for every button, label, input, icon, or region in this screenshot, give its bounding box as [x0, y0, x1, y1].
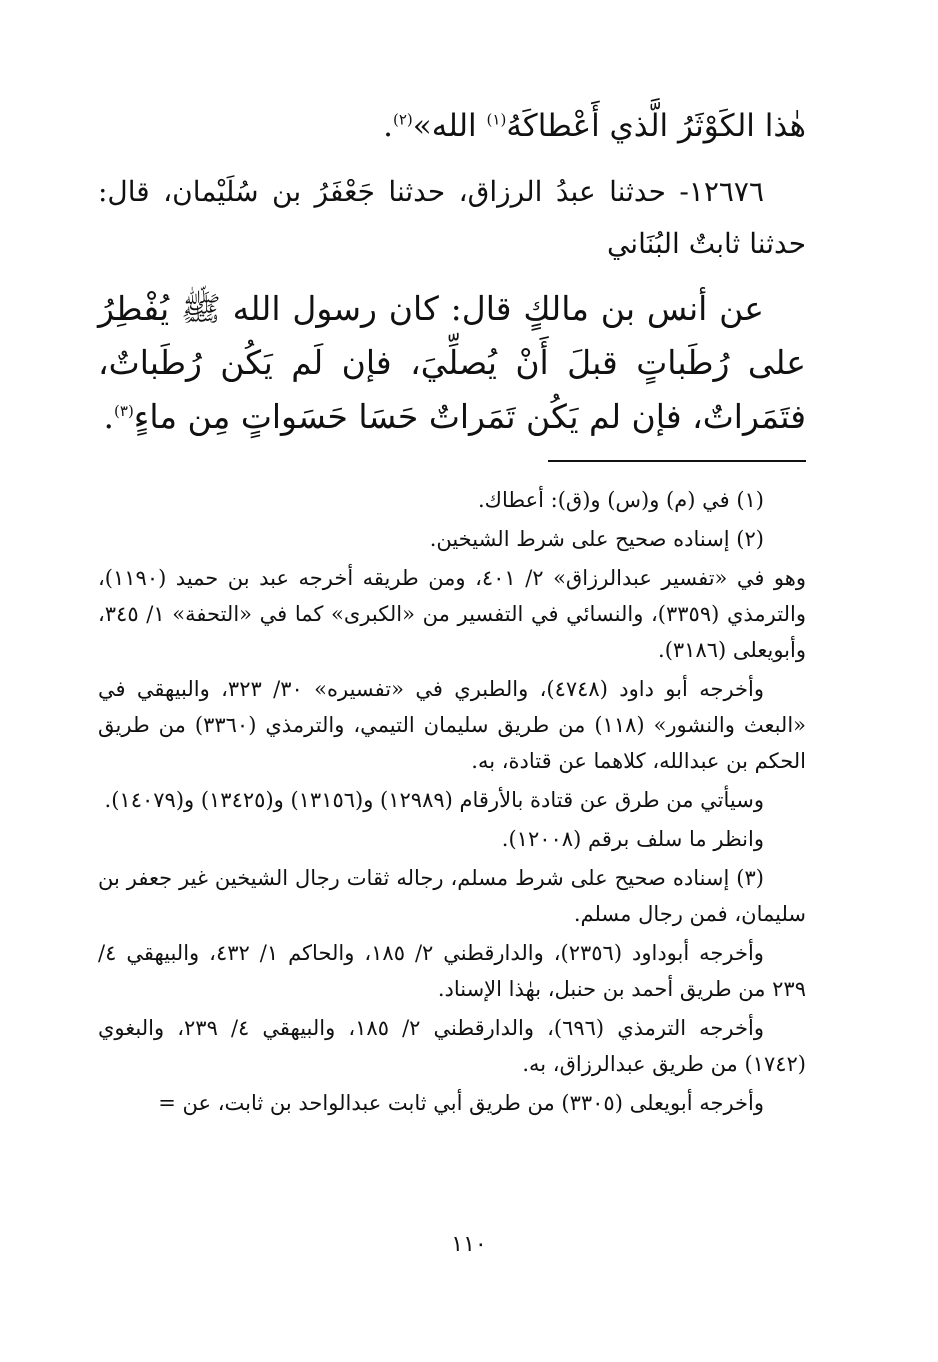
footnote-separator [548, 460, 806, 462]
footnote-3: (٣) إسناده صحيح على شرط مسلم، رجاله ثقات رجال الشيخين غير جعفر بن سليمان، فمن رجال مسلم. [98, 866, 806, 926]
hadith-matn [98, 282, 806, 444]
footnote-3-para-1: وأخرجه أبوداود (٢٣٥٦)، والدارقطني ٢/ ١٨٥، والحاكم ١/ ٤٣٢، والبيهقي ٤/ ٢٣٩ من طريق أحمد بن حنبل، بهٰذا الإسناد. [98, 941, 806, 1001]
main-text [98, 96, 806, 444]
footnote-3-para-2: وأخرجه الترمذي (٦٩٦)، والدارقطني ٢/ ١٨٥، والبيهقي ٤/ ٢٣٩، والبغوي (١٧٤٢) من طريق عبدالرزاق، به. [98, 1016, 806, 1076]
hadith-isnad-text: ١٢٦٧٦- حدثنا عبدُ الرزاق، حدثنا جَعْفَرُ بن سُلَيْمان، قال: حدثنا ثابتٌ البُنَاني [98, 175, 806, 260]
page-number: ١١٠ [451, 1232, 487, 1257]
footnote-2: (٢) إسناده صحيح على شرط الشيخين. [429, 527, 764, 551]
footnote-2-para-2: وأخرجه أبو داود (٤٧٤٨)، والطبري في «تفسيره» ٣٠/ ٣٢٣، والبيهقي في «البعث والنشور» (١١٨) من طريق سليمان التيمي، والترمذي (٣٣٦٠) من طريق الحكم بن عبدالله، كلاهما عن قتادة، به. [98, 677, 807, 773]
line1-text: هٰذا الكَوْثَرُ الَّذي أَعْطاكَهُ [506, 108, 806, 144]
hadith-matn-text: عن أنس بن مالكٍ قال: كان رسول الله ﷺ يُفْطِرُ على رُطَباتٍ قبلَ أَنْ يُصلِّيَ، فإن لَم يَكُن رُطَباتٌ، فتَمَراتٌ، فإن لم يَكُن تَمَراتٌ حَسَا حَسَواتٍ مِن ماءٍ [98, 289, 806, 436]
footnote-2-para-3: وسيأتي من طرق عن قتادة بالأرقام (١٢٩٨٩) و(١٣١٥٦) و(١٣٤٢٥) و(١٤٠٧٩). [104, 788, 764, 812]
footnote-3-para-3: وأخرجه أبويعلى (٣٣٠٥) من طريق أبي ثابت عبدالواحد بن ثابت، عن = [158, 1091, 764, 1115]
footnotes [98, 482, 806, 1124]
footnote-2-para-4: وانظر ما سلف برقم (١٢٠٠٨). [501, 827, 764, 851]
footnote-2-para-1: وهو في «تفسير عبدالرزاق» ٢/ ٤٠١، ومن طريقه أخرجه عبد بن حميد (١١٩٠)، والترمذي (٣٣٥٩)، والنسائي في التفسير من «الكبرى» كما في «التحفة» ١/ ٣٤٥، وأبويعلى (٣١٨٦). [98, 566, 806, 662]
footnote-ref-1: (١) [486, 110, 507, 129]
footnote-1: (١) في (م) و(س) و(ق): أعطاك. [477, 488, 764, 512]
footnote-ref-3: (٣) [114, 402, 134, 420]
footnote-ref-2: (٢) [392, 110, 413, 129]
hadith-ending-line [98, 96, 806, 156]
line1-end: . [383, 108, 393, 144]
hadith-isnad [98, 166, 806, 270]
hadith-matn-end: . [103, 397, 115, 436]
line1-after: الله» [412, 108, 487, 144]
